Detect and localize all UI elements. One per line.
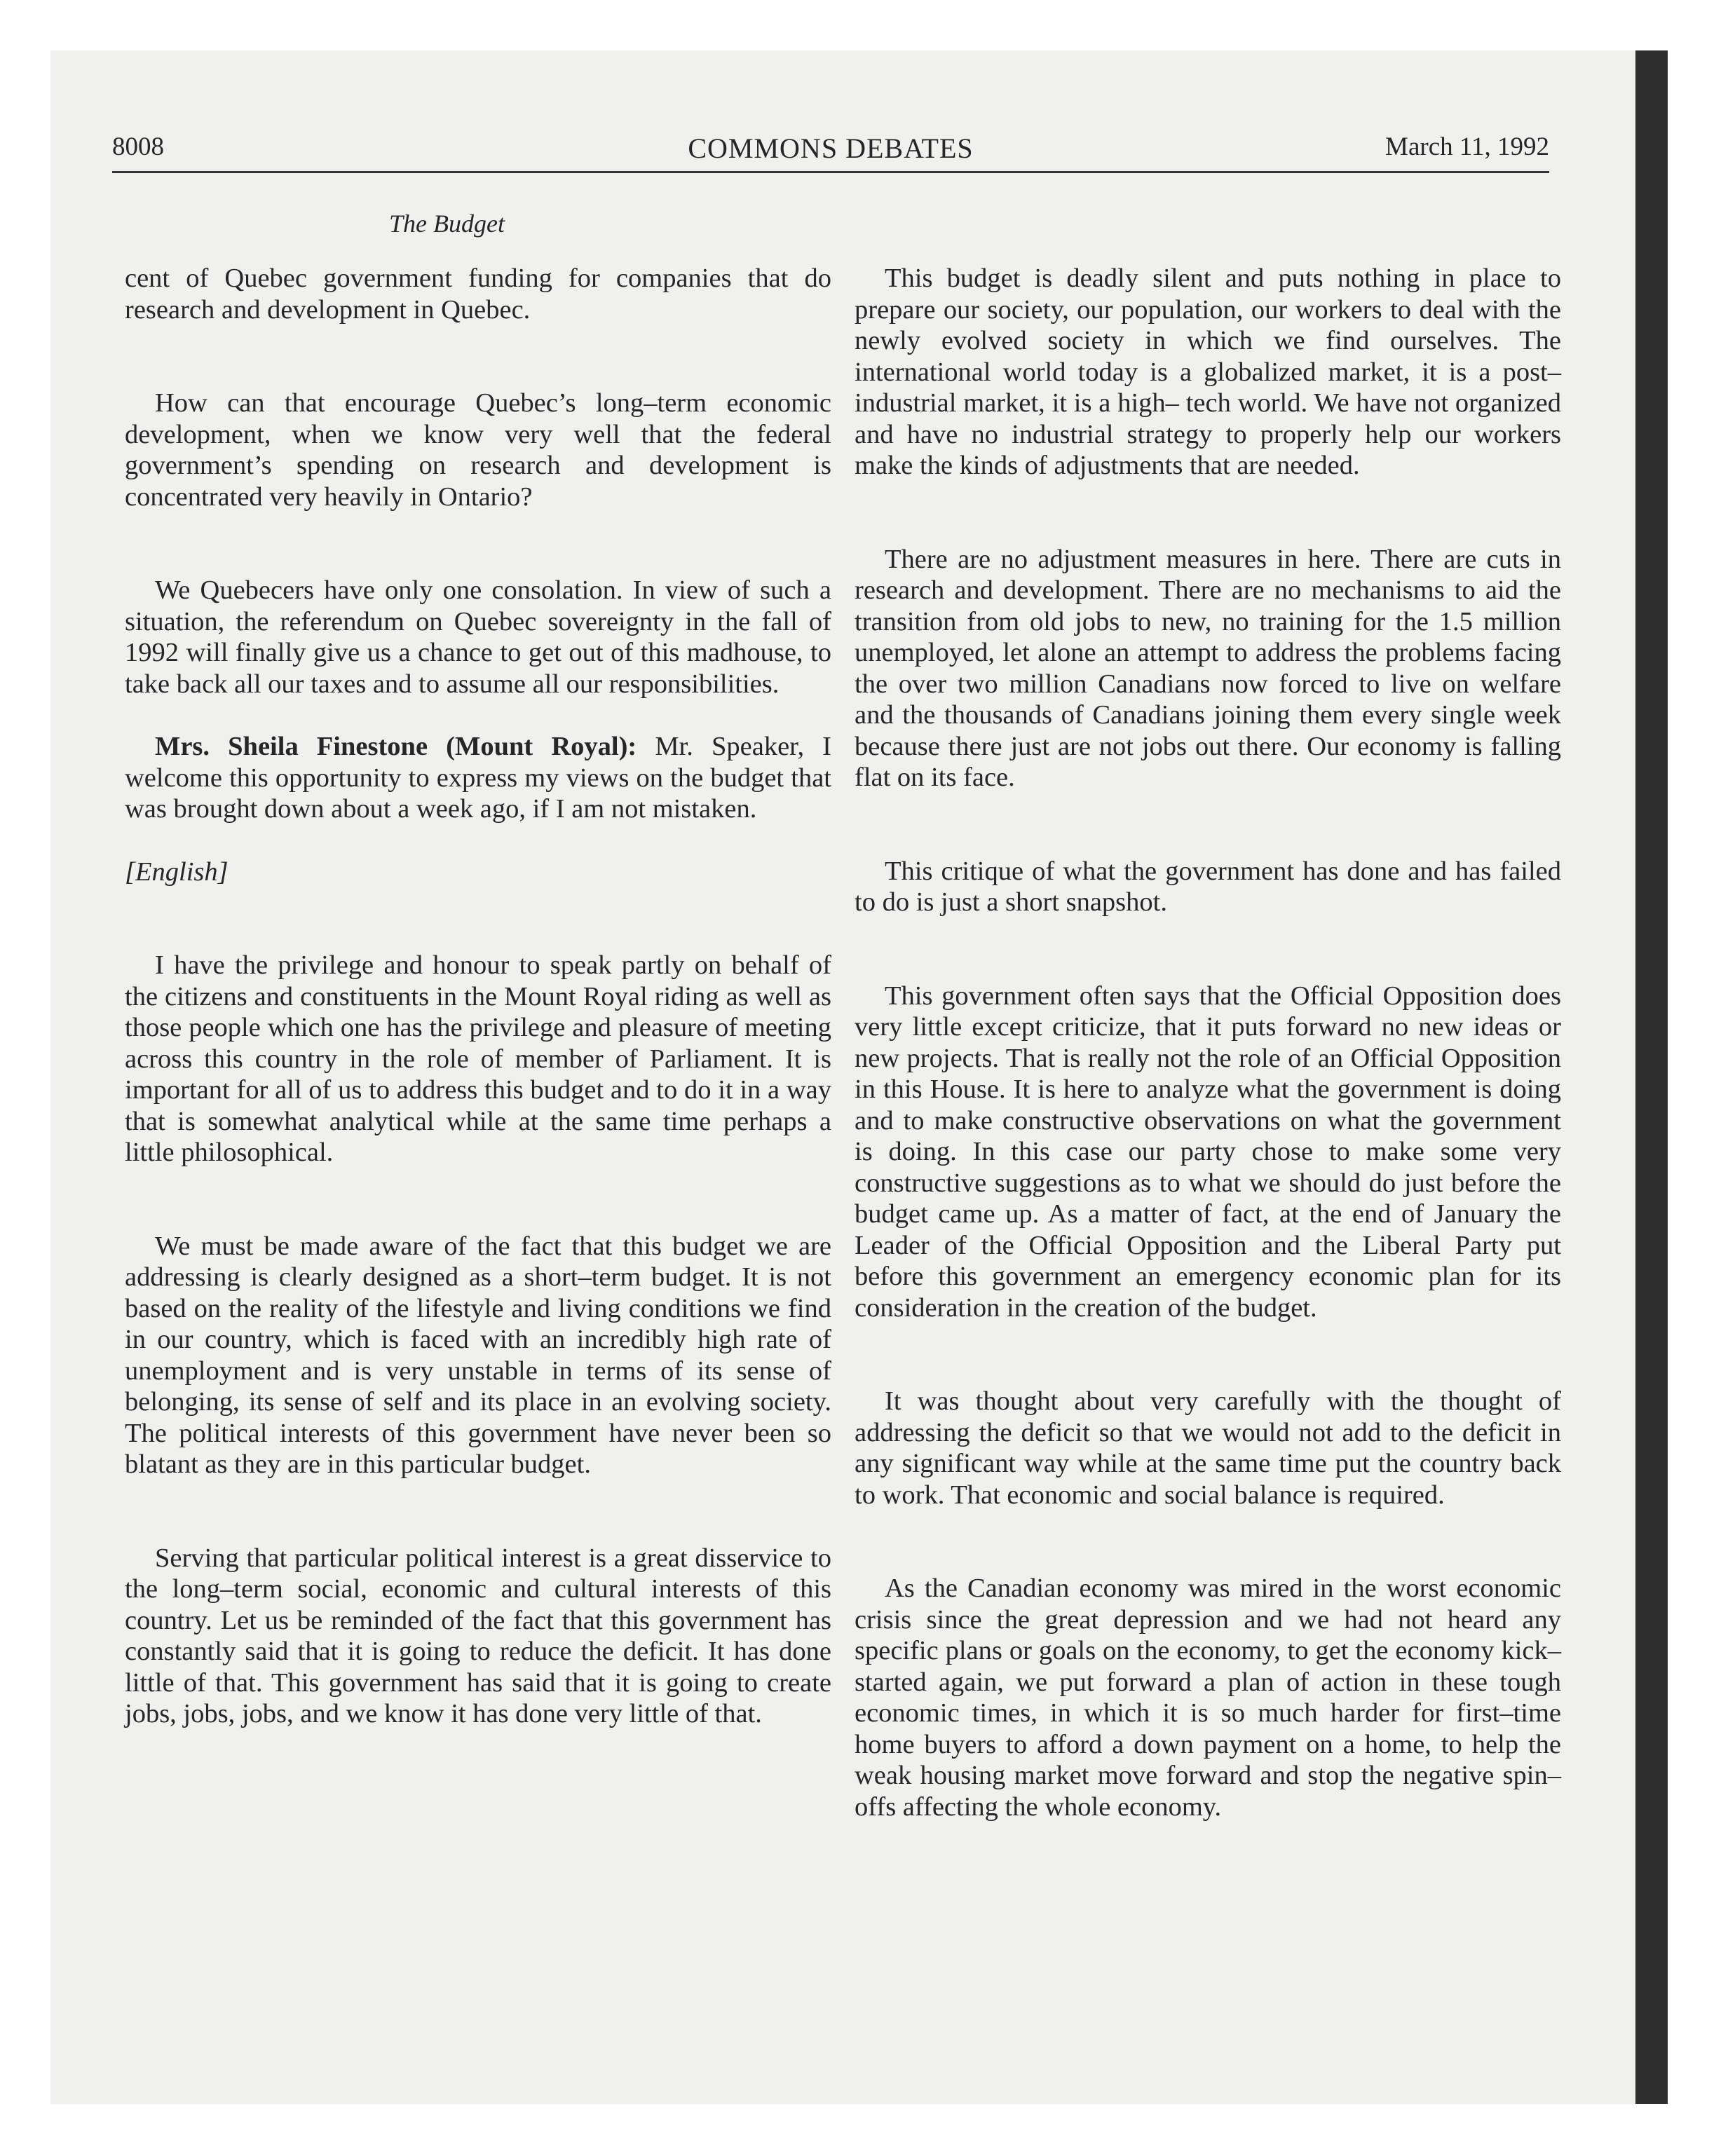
language-tag: [English]	[125, 857, 229, 887]
right-column	[855, 263, 1561, 1822]
scan-dark-edge	[1635, 50, 1668, 2104]
paragraph: We must be made aware of the fact that this budget we are addressing is clearly designed as a short–term budget. It is not based on the reality of the lifestyle and living conditions we find in our country, which is faced with an incredibly high rate of unemployment and is very unstable in terms of its sense of belonging, its sense of self and its place in an evolving society. The political interests of this government have never been so blatant as they are in this particular budget.	[125, 1231, 831, 1479]
left-column	[125, 263, 831, 1730]
publication-date: March 11, 1992	[1385, 132, 1549, 161]
section-title: The Budget	[389, 210, 505, 238]
paragraph: How can that encourage Quebec’s long–term economic development, when we know very well that the federal government’s spending on research and development is concentrated very heavily in Ontario?	[125, 388, 831, 512]
paragraph: It was thought about very carefully with the thought of addressing the deficit so that we would not add to the deficit in any significant way while at the same time put the country back to work. That economic and social balance is required.	[855, 1386, 1561, 1510]
header-rule	[112, 171, 1549, 173]
speech-paragraph	[125, 731, 831, 825]
paragraph: As the Canadian economy was mired in the worst economic crisis since the great depression and we had not heard any specific plans or goals on the economy, to get the economy kick–started again, we put forward a plan of action in these tough economic times, in which it is so much harder for first–time home buyers to afford a down payment on a home, to help the weak housing market move forward and stop the negative spin–offs affecting the whole economy.	[855, 1574, 1561, 1822]
paragraph: There are no adjustment measures in here. There are cuts in research and development. There are no mechanisms to aid the transition from old jobs to new, no training for the 1.5 million unemployed, let alone an attempt to address the problems facing the over two million Canadians now forced to live on welfare and the thousands of Canadians joining them every single week because there just are not jobs out there. Our economy is falling flat on its face.	[855, 544, 1561, 792]
paragraph: This critique of what the government has done and has failed to do is just a short snapshot.	[855, 856, 1561, 917]
speech-text: Mr. Speaker, I welcome this opportunity to express my views on the budget that was brought down about a week ago, if I am not mistaken.	[125, 732, 831, 824]
paragraph: This government often says that the Official Opposition does very little except criticize, that it puts forward no new ideas or new projects. That is really not the role of an Official Opposition in this House. It is here to analyze what the government is doing and to make constructive observations on what the government is doing. In this case our party chose to make some very constructive suggestions as to what we should do just before the budget came up. As a matter of fact, at the end of January the Leader of the Official Opposition and the Liberal Party put before this government an emergency economic plan for its consideration in the creation of the budget.	[855, 981, 1561, 1323]
paragraph: I have the privilege and honour to speak partly on behalf of the citizens and constituents in the Mount Royal riding as well as those people which one has the privilege and pleasure of meeting across this country in the role of member of Parliament. It is important for all of us to address this budget and to do it in a way that is somewhat analytical while at the same time perhaps a little philosophical.	[125, 950, 831, 1167]
speaker-name: Mrs. Sheila Finestone (Mount Royal):	[155, 732, 637, 761]
journal-title: COMMONS DEBATES	[688, 132, 974, 164]
paragraph: cent of Quebec government funding for companies that do research and development in Quebec.	[125, 264, 831, 325]
paragraph: This budget is deadly silent and puts nothing in place to prepare our society, our population, our workers to deal with the newly evolved society in which we find ourselves. The international world today is a globalized market, it is a post–industrial market, it is a high– tech world. We have not organized and have no industrial strategy to properly help our workers make the kinds of adjustments that are needed.	[855, 264, 1561, 480]
page-header	[112, 132, 1549, 174]
paragraph: We Quebecers have only one consolation. In view of such a situation, the referendum on Quebec sovereignty in the fall of 1992 will finally give us a chance to get out of this madhouse, to take back all our taxes and to assume all our responsibilities.	[125, 575, 831, 699]
paragraph: Serving that particular political interest is a great disservice to the long–term social, economic and cultural interests of this country. Let us be reminded of the fact that this government has constantly said that it is going to reduce the deficit. It has done little of that. This government has said that it is going to create jobs, jobs, jobs, and we know it has done very little of that.	[125, 1543, 831, 1728]
page-number: 8008	[112, 132, 164, 161]
